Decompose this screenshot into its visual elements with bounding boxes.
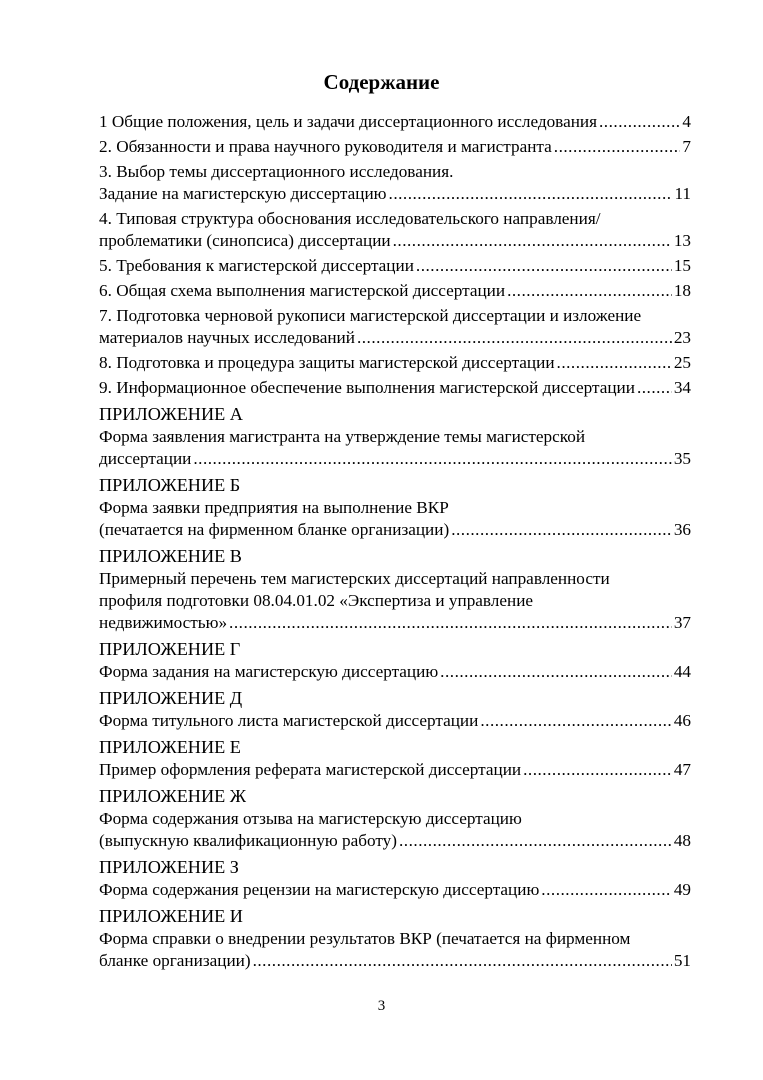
toc-appendix-v[interactable]	[99, 612, 691, 634]
appendix-heading-b: ПРИЛОЖЕНИЕ Б	[99, 475, 241, 495]
toc-page-number: 44	[673, 662, 691, 681]
toc-page-number: 36	[673, 520, 691, 539]
leader-dots	[451, 519, 672, 541]
appendix-heading-e: ПРИЛОЖЕНИЕ Е	[99, 737, 241, 757]
toc-page-number: 49	[673, 880, 691, 899]
leader-dots	[554, 136, 681, 158]
appendix-heading-v: ПРИЛОЖЕНИЕ В	[99, 546, 242, 566]
leader-dots	[393, 230, 672, 252]
toc-appendix-b-line: Форма заявки предприятия на выполнение ВКР	[99, 498, 449, 517]
toc-entry-text: 9. Информационное обеспечение выполнения магистерской диссертации	[99, 378, 635, 397]
toc-appendix-b[interactable]	[99, 519, 691, 541]
toc-page-number: 37	[673, 613, 691, 632]
toc-entry-text: (выпускную квалификационную работу)	[99, 831, 397, 850]
toc-entry-text: (печатается на фирменном бланке организации)	[99, 520, 450, 539]
appendix-heading-zh: ПРИЛОЖЕНИЕ Ж	[99, 786, 247, 806]
toc-page-number: 34	[673, 378, 691, 397]
leader-dots	[637, 377, 672, 399]
toc-entry-7[interactable]	[99, 327, 691, 349]
toc-appendix-zh[interactable]	[99, 830, 691, 852]
table-of-contents	[99, 111, 691, 972]
leader-dots	[541, 879, 672, 901]
leader-dots	[399, 830, 672, 852]
toc-entry-text: проблематики (синопсиса) диссертации	[99, 231, 391, 250]
toc-entry-text: недвижимостью»	[99, 613, 228, 632]
leader-dots	[480, 710, 671, 732]
page-title: Содержание	[323, 70, 440, 94]
leader-dots	[557, 352, 672, 374]
toc-appendix-g[interactable]	[99, 661, 691, 683]
appendix-heading-a: ПРИЛОЖЕНИЕ А	[99, 404, 243, 424]
toc-entry-text: 5. Требования к магистерской диссертации	[99, 256, 414, 275]
leader-dots	[229, 612, 672, 634]
toc-appendix-i[interactable]	[99, 950, 691, 972]
toc-entry-4[interactable]	[99, 230, 691, 252]
toc-page-number: 23	[673, 328, 691, 347]
toc-entry-4-line: 4. Типовая структура обоснования исследовательского направления/	[99, 209, 601, 228]
toc-appendix-v-line2: профиля подготовки 08.04.01.02 «Экспертиза и управление	[99, 591, 534, 610]
toc-entry-3[interactable]	[99, 183, 691, 205]
toc-entry-text: Задание на магистерскую диссертацию	[99, 184, 387, 203]
toc-entry-5[interactable]	[99, 255, 691, 277]
toc-appendix-a[interactable]	[99, 448, 691, 470]
toc-entry-text: бланке организации)	[99, 951, 251, 970]
leader-dots	[253, 950, 672, 972]
toc-entry-text: 1 Общие положения, цель и задачи диссертационного исследования	[99, 112, 597, 131]
appendix-heading-i: ПРИЛОЖЕНИЕ И	[99, 906, 243, 926]
leader-dots	[440, 661, 672, 683]
toc-entry-text: материалов научных исследований	[99, 328, 355, 347]
toc-page-number: 18	[673, 281, 691, 300]
toc-appendix-i-line: Форма справки о внедрении результатов ВКР (печатается на фирменном	[99, 929, 631, 948]
toc-page-number: 25	[673, 353, 691, 372]
leader-dots	[389, 183, 673, 205]
toc-entry-9[interactable]	[99, 377, 691, 399]
toc-page-number: 4	[682, 112, 691, 131]
toc-entry-text: Пример оформления реферата магистерской диссертации	[99, 760, 522, 779]
toc-entry-text: 2. Обязанности и права научного руководителя и магистранта	[99, 137, 552, 156]
toc-entry-2[interactable]	[99, 136, 691, 158]
toc-entry-text: диссертации	[99, 449, 192, 468]
appendix-heading-z: ПРИЛОЖЕНИЕ З	[99, 857, 239, 877]
toc-page-number: 13	[673, 231, 691, 250]
toc-entry-8[interactable]	[99, 352, 691, 374]
toc-page-number: 11	[674, 184, 691, 203]
toc-page-number: 7	[682, 137, 691, 156]
toc-entry-3-line: 3. Выбор темы диссертационного исследования.	[99, 162, 454, 181]
appendix-heading-g: ПРИЛОЖЕНИЕ Г	[99, 639, 241, 659]
toc-appendix-zh-line: Форма содержания отзыва на магистерскую диссертацию	[99, 809, 522, 828]
toc-appendix-v-line1: Примерный перечень тем магистерских диссертаций направленности	[99, 569, 610, 588]
toc-entry-6[interactable]	[99, 280, 691, 302]
toc-appendix-d[interactable]	[99, 710, 691, 732]
toc-page-number: 47	[673, 760, 691, 779]
toc-page-number: 48	[673, 831, 691, 850]
leader-dots	[523, 759, 672, 781]
toc-appendix-z[interactable]	[99, 879, 691, 901]
leader-dots	[357, 327, 672, 349]
toc-page-number: 46	[673, 711, 691, 730]
toc-page-number: 51	[673, 951, 691, 970]
toc-entry-7-line: 7. Подготовка черновой рукописи магистерской диссертации и изложение	[99, 306, 642, 325]
toc-page-number: 35	[673, 449, 691, 468]
page-number: 3	[377, 998, 386, 1014]
toc-appendix-a-line: Форма заявления магистранта на утверждение темы магистерской	[99, 427, 586, 446]
toc-entry-1[interactable]	[99, 111, 691, 133]
leader-dots	[416, 255, 672, 277]
leader-dots	[193, 448, 671, 470]
appendix-heading-d: ПРИЛОЖЕНИЕ Д	[99, 688, 243, 708]
leader-dots	[599, 111, 680, 133]
leader-dots	[507, 280, 672, 302]
toc-entry-text: Форма задания на магистерскую диссертацию	[99, 662, 439, 681]
toc-entry-text: Форма содержания рецензии на магистерскую диссертацию	[99, 880, 540, 899]
toc-entry-text: Форма титульного листа магистерской диссертации	[99, 711, 479, 730]
toc-appendix-e[interactable]	[99, 759, 691, 781]
toc-entry-text: 8. Подготовка и процедура защиты магистерской диссертации	[99, 353, 555, 372]
toc-page-number: 15	[673, 256, 691, 275]
toc-entry-text: 6. Общая схема выполнения магистерской диссертации	[99, 281, 506, 300]
